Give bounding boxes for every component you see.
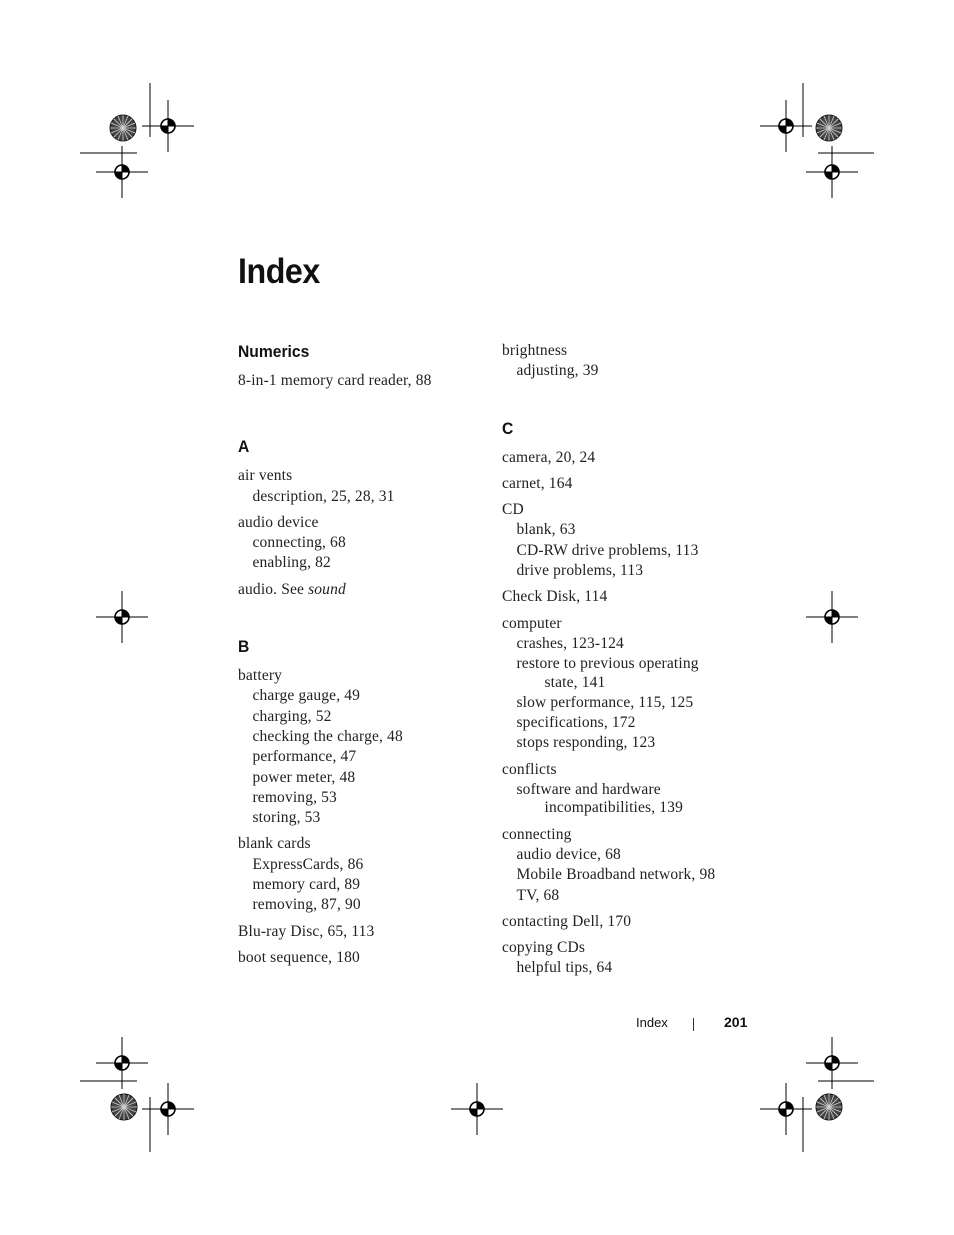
index-subterm: crashes, 123-124 (516, 634, 624, 652)
index-term: conflicts (502, 760, 557, 778)
index-subterm: enabling, 82 (252, 554, 331, 572)
index-term: copying CDs (502, 939, 586, 957)
index-entry (238, 580, 488, 600)
section-heading-b: B (238, 637, 250, 657)
index-subterm-continuation: incompatibilities, 139 (544, 799, 683, 817)
index-term: Check Disk, 114 (502, 588, 608, 606)
index-subterm: storing, 53 (252, 809, 321, 827)
index-subterm: slow performance, 115, 125 (516, 693, 694, 711)
index-subterm: ExpressCards, 86 (252, 855, 364, 873)
index-term: connecting (502, 825, 572, 843)
index-subterm: connecting, 68 (252, 534, 346, 552)
index-term: blank cards (238, 835, 311, 853)
index-term: brightness (502, 342, 568, 359)
index-subterm: audio device, 68 (516, 845, 621, 863)
section-heading-c: C (502, 418, 514, 438)
index-term-text: audio. See (238, 580, 309, 598)
section-heading-numerics: Numerics (238, 342, 310, 361)
index-subterm: power meter, 48 (252, 768, 356, 786)
index-term: 8-in-1 memory card reader, 88 (238, 372, 432, 389)
index-subterm: Mobile Broadband network, 98 (516, 866, 716, 884)
index-entry (502, 500, 752, 581)
index-subterm: software and hardware (516, 781, 661, 799)
index-entry (502, 448, 752, 468)
index-term: boot sequence, 180 (238, 948, 360, 966)
index-term: CD (502, 501, 524, 519)
index-subterm: removing, 53 (252, 788, 337, 806)
index-entry (502, 912, 752, 932)
index-term: audio device (238, 513, 319, 531)
index-entry (238, 466, 488, 507)
index-term (238, 580, 488, 600)
index-entry (502, 760, 752, 819)
index-term: Blu-ray Disc, 65, 113 (238, 922, 375, 940)
index-entry (238, 666, 488, 828)
index-term: carnet, 164 (502, 474, 573, 492)
section-heading-a: A (238, 437, 250, 457)
index-subterm: charge gauge, 49 (252, 687, 361, 705)
index-term: computer (502, 614, 562, 632)
see-reference: sound (308, 580, 346, 598)
index-subterm: memory card, 89 (252, 876, 361, 894)
index-entry (502, 938, 752, 979)
index-subterm: TV, 68 (516, 886, 560, 904)
index-subterm: description, 25, 28, 31 (252, 487, 395, 505)
page-number: 201 (724, 1014, 748, 1030)
index-subterm: specifications, 172 (516, 714, 636, 732)
index-subterm: drive problems, 113 (516, 562, 644, 580)
index-subterm: stops responding, 123 (516, 734, 656, 752)
page-title: Index (238, 252, 320, 291)
index-term: battery (238, 667, 283, 685)
index-entry (238, 513, 488, 574)
index-entry (502, 825, 752, 906)
footer-divider (693, 1018, 694, 1031)
footer-section-label: Index (636, 1015, 668, 1030)
index-entry (238, 371, 488, 391)
index-subterm: checking the charge, 48 (252, 727, 403, 745)
index-entry (502, 614, 752, 754)
index-subterm: removing, 87, 90 (252, 896, 361, 914)
index-subterm: blank, 63 (516, 521, 576, 539)
index-subterm: adjusting, 39 (516, 362, 599, 380)
index-subterm: CD-RW drive problems, 113 (516, 541, 699, 559)
index-entry (238, 922, 488, 942)
index-term: camera, 20, 24 (502, 448, 596, 466)
index-term: contacting Dell, 170 (502, 912, 632, 930)
index-subterm-continuation: state, 141 (544, 673, 606, 691)
index-entry (238, 948, 488, 968)
index-subterm: helpful tips, 64 (516, 959, 613, 977)
index-column-left (238, 341, 488, 974)
index-term: air vents (238, 467, 293, 485)
index-entry (502, 587, 752, 607)
index-entry (238, 834, 488, 915)
index-entry (502, 341, 752, 382)
index-column-right (502, 341, 752, 985)
index-subterm: restore to previous operating (516, 655, 699, 673)
index-entry (502, 474, 752, 494)
index-subterm: charging, 52 (252, 707, 332, 725)
index-subterm: performance, 47 (252, 748, 357, 766)
